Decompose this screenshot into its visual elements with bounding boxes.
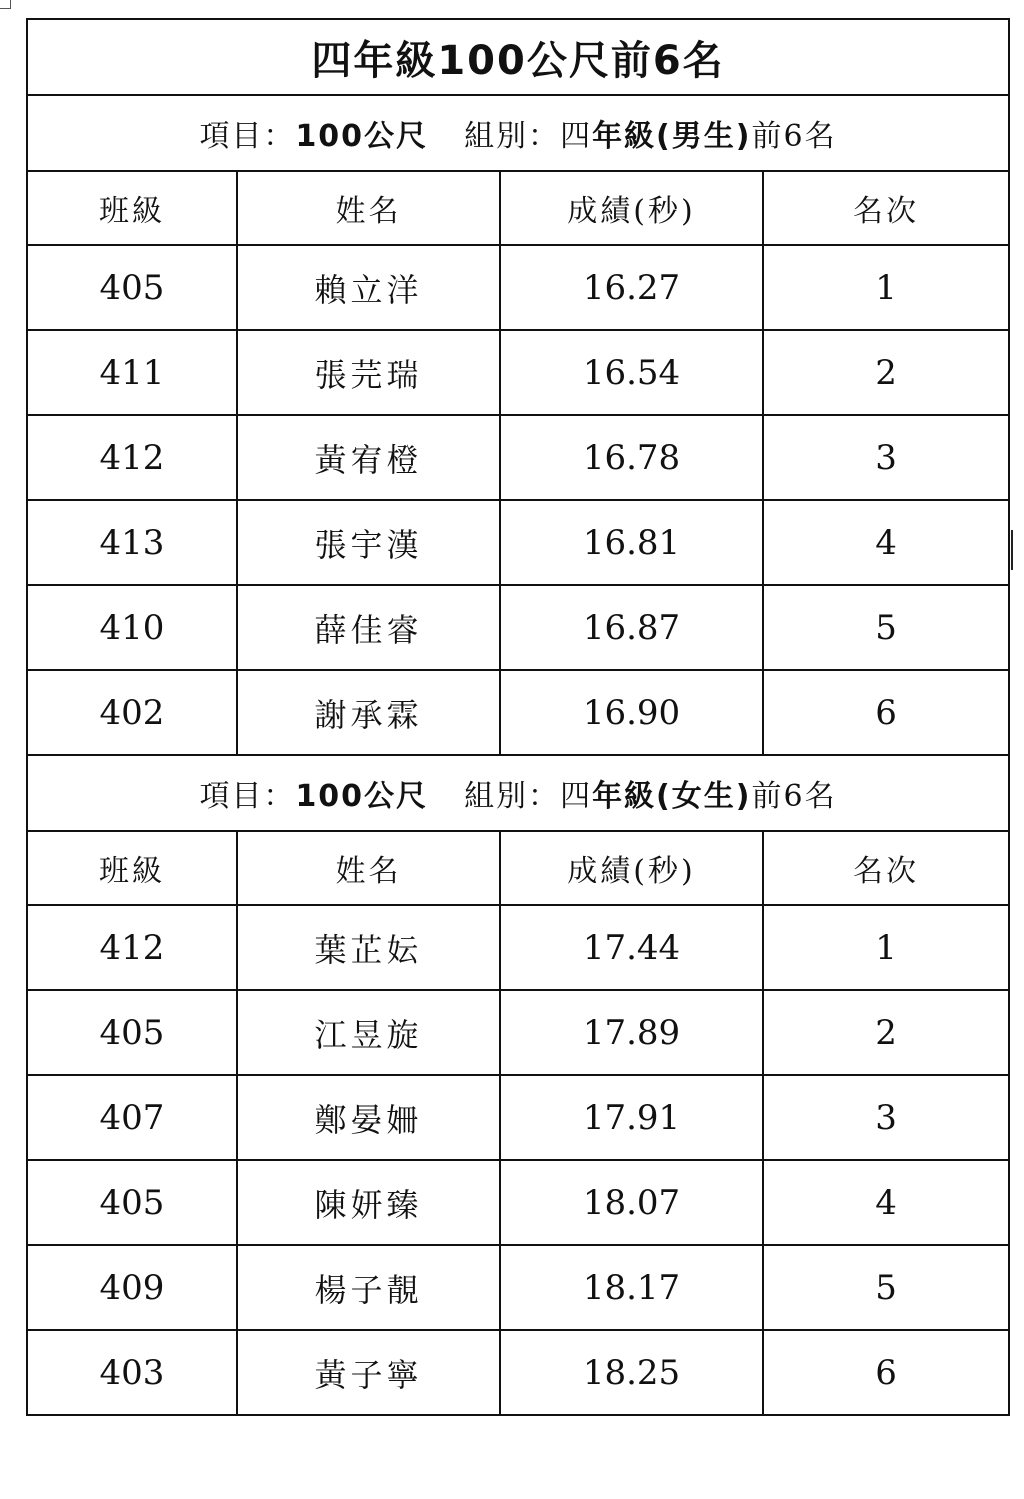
class-cell: 407 [27, 1075, 237, 1160]
boys-column-header-row [27, 171, 1009, 245]
time-cell: 16.54 [500, 330, 763, 415]
rank-cell: 1 [763, 905, 1009, 990]
class-cell: 413 [27, 500, 237, 585]
time-cell: 16.27 [500, 245, 763, 330]
girls-col-time: 成績(秒) [500, 831, 763, 905]
name-cell: 江昱旋 [237, 990, 500, 1075]
rank-cell: 3 [763, 1075, 1009, 1160]
boys-row-4 [27, 500, 1009, 585]
time-cell: 17.89 [500, 990, 763, 1075]
rank-cell: 2 [763, 990, 1009, 1075]
name-cell: 黃宥橙 [237, 415, 500, 500]
girls-row-5 [27, 1245, 1009, 1330]
name-cell: 張宇漢 [237, 500, 500, 585]
boys-col-time: 成績(秒) [500, 171, 763, 245]
boys-row-1 [27, 245, 1009, 330]
time-cell: 16.87 [500, 585, 763, 670]
class-cell: 409 [27, 1245, 237, 1330]
girls-row-3 [27, 1075, 1009, 1160]
time-cell: 16.81 [500, 500, 763, 585]
class-cell: 403 [27, 1330, 237, 1415]
boys-section-header [27, 95, 1009, 171]
time-cell: 17.91 [500, 1075, 763, 1160]
class-cell: 405 [27, 1160, 237, 1245]
name-cell: 陳妍臻 [237, 1160, 500, 1245]
girls-event-label: 項目： [199, 779, 296, 814]
class-cell: 410 [27, 585, 237, 670]
girls-group-label: 組別： [464, 779, 561, 814]
girls-col-name: 姓名 [237, 831, 500, 905]
boys-col-class: 班級 [27, 171, 237, 245]
time-cell: 17.44 [500, 905, 763, 990]
name-cell: 張芫瑞 [237, 330, 500, 415]
girls-event-value: 100公尺 [295, 779, 429, 814]
boys-col-rank: 名次 [763, 171, 1009, 245]
time-cell: 16.78 [500, 415, 763, 500]
girls-group-value-post: 前6名 [751, 779, 837, 814]
rank-cell: 1 [763, 245, 1009, 330]
girls-col-rank: 名次 [763, 831, 1009, 905]
class-cell: 405 [27, 990, 237, 1075]
girls-row-1 [27, 905, 1009, 990]
name-cell: 薛佳睿 [237, 585, 500, 670]
girls-group-value-pre: 四 [560, 779, 593, 814]
rank-cell: 2 [763, 330, 1009, 415]
girls-row-6 [27, 1330, 1009, 1415]
name-cell: 謝承霖 [237, 670, 500, 755]
boys-row-5 [27, 585, 1009, 670]
name-cell: 賴立洋 [237, 245, 500, 330]
name-cell: 鄭晏姍 [237, 1075, 500, 1160]
girls-group-value-bold: 年級(女生) [592, 779, 752, 814]
boys-group-label: 組別： [464, 119, 561, 154]
boys-event-label: 項目： [199, 119, 296, 154]
girls-section-header [27, 755, 1009, 831]
girls-section-row [27, 755, 1009, 831]
class-cell: 412 [27, 905, 237, 990]
name-cell: 葉芷妘 [237, 905, 500, 990]
title-row [27, 19, 1009, 95]
boys-event-value: 100公尺 [295, 119, 429, 154]
time-cell: 16.90 [500, 670, 763, 755]
class-cell: 402 [27, 670, 237, 755]
girls-column-header-row [27, 831, 1009, 905]
girls-row-2 [27, 990, 1009, 1075]
boys-col-name: 姓名 [237, 171, 500, 245]
name-cell: 黃子寧 [237, 1330, 500, 1415]
text-cursor [1011, 530, 1013, 570]
class-cell: 412 [27, 415, 237, 500]
boys-row-6 [27, 670, 1009, 755]
rank-cell: 5 [763, 1245, 1009, 1330]
boys-group-value-bold: 年級(男生) [592, 119, 752, 154]
boys-group-value-pre: 四 [560, 119, 593, 154]
rank-cell: 4 [763, 500, 1009, 585]
boys-section-row [27, 95, 1009, 171]
rank-cell: 6 [763, 1330, 1009, 1415]
class-cell: 411 [27, 330, 237, 415]
girls-col-class: 班級 [27, 831, 237, 905]
rank-cell: 3 [763, 415, 1009, 500]
time-cell: 18.07 [500, 1160, 763, 1245]
results-table [26, 18, 1010, 1416]
time-cell: 18.25 [500, 1330, 763, 1415]
name-cell: 楊子靚 [237, 1245, 500, 1330]
table-title: 四年級100公尺前6名 [27, 19, 1009, 95]
boys-row-2 [27, 330, 1009, 415]
rank-cell: 4 [763, 1160, 1009, 1245]
girls-row-4 [27, 1160, 1009, 1245]
boys-row-3 [27, 415, 1009, 500]
rank-cell: 6 [763, 670, 1009, 755]
rank-cell: 5 [763, 585, 1009, 670]
page-corner-mark [0, 0, 11, 9]
time-cell: 18.17 [500, 1245, 763, 1330]
boys-group-value-post: 前6名 [751, 119, 837, 154]
class-cell: 405 [27, 245, 237, 330]
